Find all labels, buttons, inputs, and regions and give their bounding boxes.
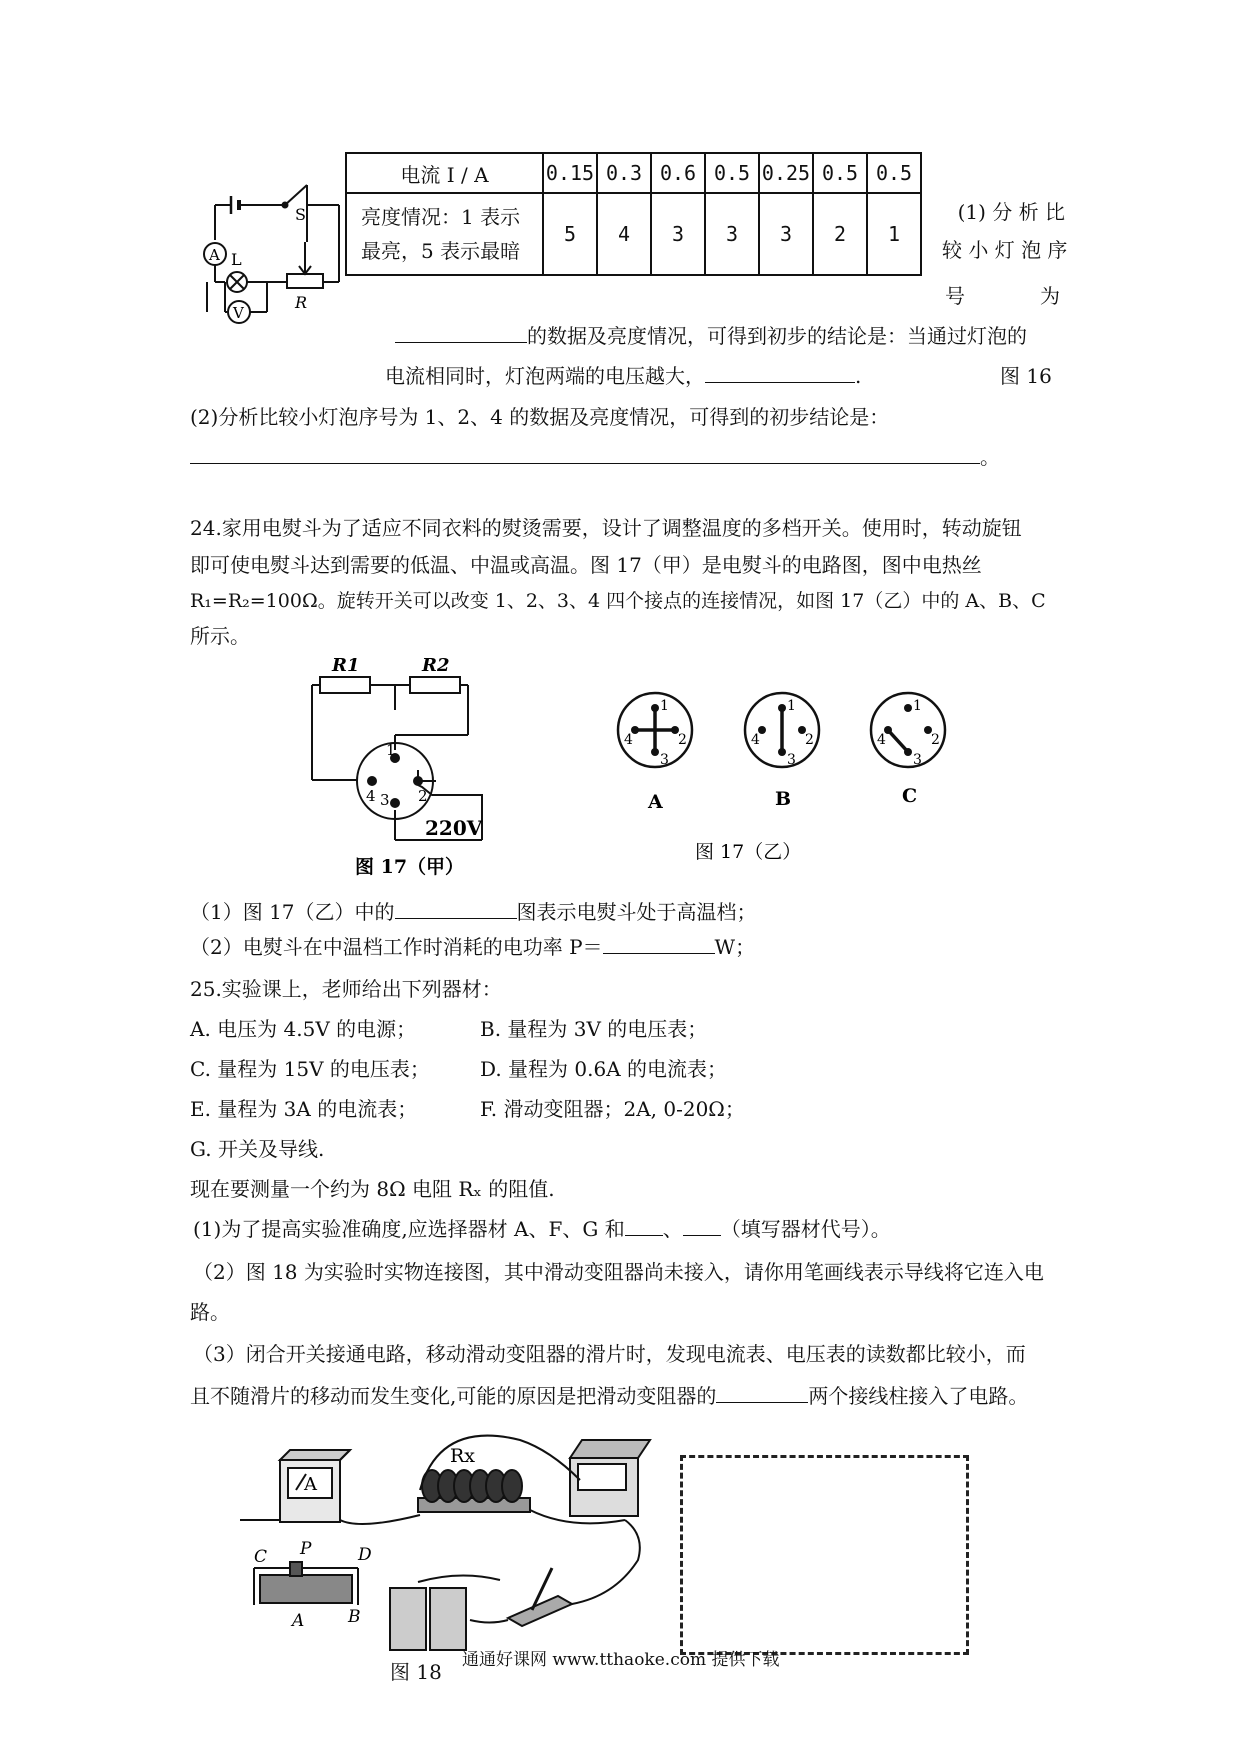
terminal-d: D <box>358 1545 372 1565</box>
fig17-jia-caption: 图 17（甲） <box>355 856 465 878</box>
q23-p2-end: 。 <box>980 445 1000 469</box>
q25-s2-line: （2）图 18 为实验时实物连接图，其中滑动变阻器尚未接入，请你用笔画线表示导线将它连入电 <box>193 1260 1044 1284</box>
q25-item: D. 量程为 0.6A 的电流表； <box>480 1057 728 1081</box>
switch-label-c: C <box>902 785 918 807</box>
answer-blank[interactable] <box>603 933 715 954</box>
r1-label: R1 <box>332 655 360 676</box>
ammeter-label: A <box>304 1474 317 1495</box>
q23-p1-line: 较 小 灯 泡 序 <box>942 238 1068 262</box>
q25-s1 <box>193 1215 891 1243</box>
q23-p2: (2)分析比较小灯泡序号为 1、2、4 的数据及亮度情况，可得到的初步结论是： <box>190 405 890 429</box>
q24-sub2-text: （2）电熨斗在中温档工作时消耗的电功率 P＝ <box>190 935 603 959</box>
q24-sub2 <box>190 933 755 961</box>
q25-intro: 25.实验课上，老师给出下列器材： <box>190 977 502 1001</box>
q25-item: C. 量程为 15V 的电压表； <box>190 1057 430 1081</box>
switch-label-a: A <box>648 791 663 813</box>
pin-4: 4 <box>366 787 376 805</box>
q23-p1-text: 电流相同时，灯泡两端的电压越大， <box>385 364 705 388</box>
voltage-label: 220V <box>425 816 483 840</box>
circuit-diagram-16 <box>195 180 355 330</box>
q23-p2-answer <box>190 443 1000 471</box>
q23-p1-line4 <box>395 322 1027 350</box>
table-row <box>346 193 921 275</box>
answer-blank[interactable] <box>625 1215 663 1236</box>
table-header-brightness <box>346 193 543 275</box>
answer-drawing-box[interactable] <box>680 1455 969 1655</box>
pin-3: 3 <box>660 752 669 768</box>
brightness-label-line: 最亮，5 表示最暗 <box>361 239 521 263</box>
terminal-c: C <box>254 1547 268 1567</box>
q24-line: 所示。 <box>190 624 250 648</box>
pin-4: 4 <box>624 732 633 748</box>
pin-1: 1 <box>386 741 396 759</box>
q23-side-text <box>955 198 1065 226</box>
table-cell: 0.3 <box>597 153 651 193</box>
answer-blank[interactable] <box>705 362 855 383</box>
q25-item: B. 量程为 3V 的电压表； <box>480 1017 708 1041</box>
table-cell: 0.15 <box>543 153 597 193</box>
voltmeter-label: V <box>233 304 244 322</box>
q25-s1-text: 、 <box>662 1217 683 1241</box>
fig18-caption: 图 18 <box>390 1660 442 1684</box>
pin-1: 1 <box>660 698 669 714</box>
pin-3: 3 <box>787 752 796 768</box>
table-row <box>346 153 921 193</box>
table-cell: 5 <box>543 193 597 275</box>
fig18-caption-cut <box>390 1660 442 1686</box>
switch-label: S <box>295 205 306 224</box>
table-cell: 0.5 <box>705 153 759 193</box>
brightness-label-line: 亮度情况：1 表示 <box>361 205 521 229</box>
q23-p1-line5 <box>385 362 861 390</box>
table-cell: 0.25 <box>759 153 813 193</box>
answer-blank[interactable] <box>395 898 517 919</box>
table-cell: 0.5 <box>813 153 867 193</box>
q24-sub2-text: W； <box>714 935 756 959</box>
ammeter-label: A <box>209 246 220 264</box>
fig16-caption-cut <box>1000 362 1052 388</box>
footer-watermark: 通通好课网 www.tthaoke.com 提供下载 <box>462 1650 780 1670</box>
terminal-a: A <box>292 1611 305 1631</box>
fig16-caption: 图 16 <box>1000 364 1052 388</box>
table-cell: 3 <box>651 193 705 275</box>
q25-s3-text: 两个接线柱接入了电路。 <box>808 1384 1029 1408</box>
q23-p1-text: 的数据及亮度情况，可得到初步的结论是：当通过灯泡的 <box>527 324 1027 348</box>
q24-sub1 <box>190 898 757 926</box>
q25-item: A. 电压为 4.5V 的电源； <box>190 1017 417 1041</box>
table-header-current: 电流 I / A <box>346 153 543 193</box>
q24-line: R₁=R₂=100Ω。旋转开关可以改变 1、2、3、4 四个接点的连接情况，如图 17（乙）中的 A、B、C <box>190 590 1046 612</box>
q25-s1-text: （填写器材代号）。 <box>720 1217 891 1241</box>
terminal-p: P <box>300 1539 312 1559</box>
table-cell: 0.6 <box>651 153 705 193</box>
rheostat-label: R <box>295 293 308 312</box>
q25-s3-line: （3）闭合开关接通电路，移动滑动变阻器的滑片时，发现电流表、电压表的读数都比较小，而 <box>193 1342 1026 1366</box>
table-cell: 4 <box>597 193 651 275</box>
q23-p1-line: (1) 分 析 比 <box>957 200 1065 224</box>
switch-diagrams-17-yi <box>600 680 970 870</box>
q25-s3-line2 <box>190 1382 1028 1410</box>
table-cell: 3 <box>759 193 813 275</box>
q24-line: 即可使电熨斗达到需要的低温、中温或高温。图 17（甲）是电熨斗的电路图，图中电热丝 <box>190 553 982 577</box>
table-cell: 2 <box>813 193 867 275</box>
table-cell: 1 <box>867 193 921 275</box>
q24-line: 24.家用电熨斗为了适应不同衣料的熨烫需要，设计了调整温度的多档开关。使用时，转动旋钮 <box>190 516 1022 540</box>
table-cell: 0.5 <box>867 153 921 193</box>
pin-2: 2 <box>678 732 687 748</box>
apparatus-diagram-18 <box>240 1420 660 1660</box>
pin-2: 2 <box>931 732 940 748</box>
pin-1: 1 <box>787 698 796 714</box>
rx-label: Rx <box>450 1445 476 1467</box>
pin-4: 4 <box>751 732 760 748</box>
q25-item: F. 滑动变阻器；2A, 0-20Ω； <box>480 1097 745 1121</box>
q25-s3-text: 且不随滑片的移动而发生变化,可能的原因是把滑动变阻器的 <box>190 1384 717 1408</box>
answer-blank[interactable] <box>395 322 527 343</box>
terminal-b: B <box>348 1607 361 1627</box>
answer-blank[interactable] <box>190 443 980 464</box>
pin-2: 2 <box>418 787 428 805</box>
q24-sub1-text: （1）图 17（乙）中的 <box>190 900 395 924</box>
circuit-diagram-17-jia <box>300 655 500 885</box>
answer-blank[interactable] <box>683 1215 721 1236</box>
q25-item: E. 量程为 3A 的电流表； <box>190 1097 418 1121</box>
pin-3: 3 <box>913 752 922 768</box>
table-cell: 3 <box>705 193 759 275</box>
fig17-yi-caption: 图 17（乙） <box>695 841 802 863</box>
q25-s1-text: (1)为了提高实验准确度,应选择器材 A、F、G 和 <box>193 1217 625 1241</box>
q25-item: G. 开关及导线. <box>190 1137 325 1161</box>
current-brightness-table <box>345 152 922 276</box>
answer-blank[interactable] <box>716 1382 808 1403</box>
switch-label-b: B <box>775 788 792 810</box>
pin-1: 1 <box>913 698 922 714</box>
q23-p1-line: 为 <box>1040 284 1060 308</box>
pin-3: 3 <box>380 791 390 809</box>
r2-label: R2 <box>422 655 450 676</box>
lamp-label: L <box>231 250 242 269</box>
q25-task: 现在要测量一个约为 8Ω 电阻 Rₓ 的阻值. <box>190 1177 555 1201</box>
q23-p1-line: 号 <box>945 284 965 308</box>
q24-sub1-text: 图表示电熨斗处于高温档； <box>516 900 757 924</box>
pin-4: 4 <box>877 732 886 748</box>
pin-2: 2 <box>805 732 814 748</box>
q25-s2-line: 路。 <box>190 1300 230 1324</box>
q23-period: . <box>855 364 862 388</box>
